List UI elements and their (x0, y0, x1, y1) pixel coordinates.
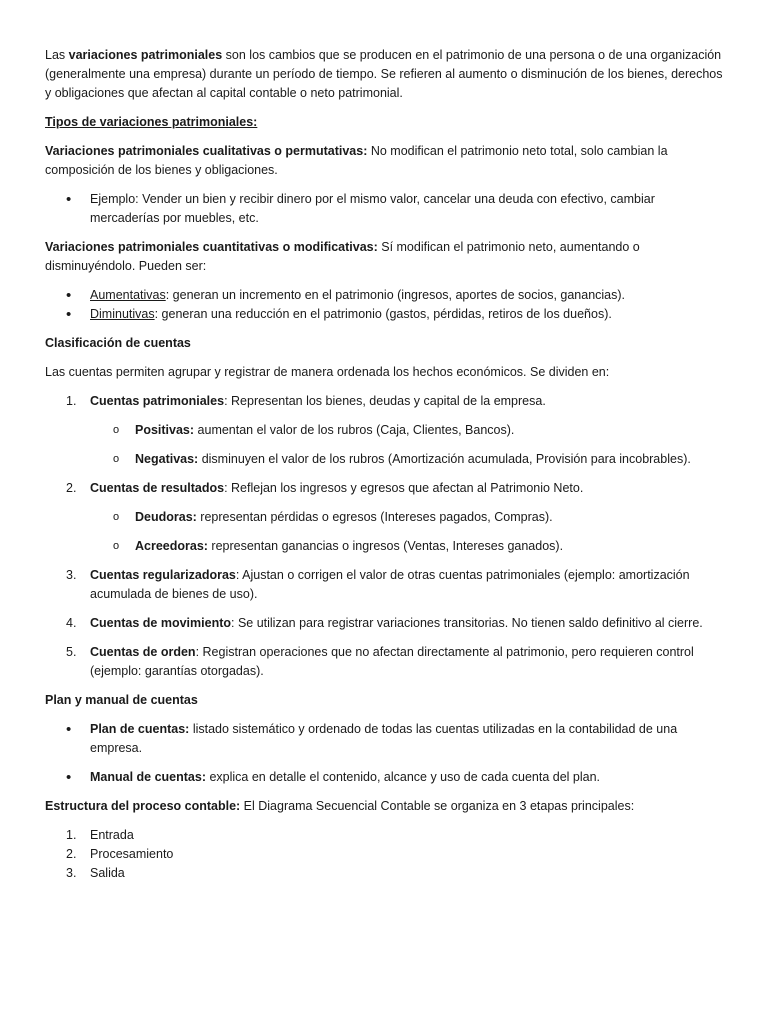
list-item: 5. Cuentas de orden: Registran operaciones que no afectan directamente al patrimonio, pero requieren control (ejemplo: garantías otorgadas). (66, 645, 694, 678)
intro-term: variaciones patrimoniales (68, 48, 223, 62)
sub-list-item: o Acreedoras: representan ganancias o ingresos (Ventas, Intereses ganados). (45, 537, 725, 556)
list-item: • Plan de cuentas: listado sistemático y ordenado de todas las cuentas utilizadas en la contabilidad de una empresa. (45, 720, 725, 758)
clasificacion-heading: Clasificación de cuentas (45, 336, 191, 350)
sub-list-item: o Deudoras: representan pérdidas o egresos (Intereses pagados, Compras). (45, 508, 725, 527)
sub-list-item: o Positivas: aumentan el valor de los rubros (Caja, Clientes, Bancos). (45, 421, 725, 440)
estructura-steps (45, 826, 725, 883)
cuantitativas-list (45, 286, 725, 324)
estructura-paragraph: Estructura del proceso contable: El Diagrama Secuencial Contable se organiza en 3 etapas principales: (45, 799, 635, 813)
intro-paragraph: Las variaciones patrimoniales son los cambios que se producen en el patrimonio de una persona o de una organización (generalmente una empresa) durante un período de tiempo. Se refieren al aumento o disminución de los bienes, derechos y obligaciones que afectan al capital contable o neto patrimonial. (45, 48, 723, 100)
plan-heading: Plan y manual de cuentas (45, 693, 198, 707)
bullet-icon (66, 286, 71, 306)
list-item: 3. Salida (66, 866, 125, 880)
document-body (45, 46, 725, 883)
bullet-icon (66, 305, 71, 325)
circle-bullet-icon: o (113, 540, 120, 552)
clasificacion-list (45, 392, 725, 681)
clasificacion-intro: Las cuentas permiten agrupar y registrar de manera ordenada los hechos económicos. Se dividen en: (45, 365, 610, 379)
list-item: 2. Procesamiento (66, 847, 174, 861)
list-item: • Ejemplo: Vender un bien y recibir dinero por el mismo valor, cancelar una deuda con efectivo, cambiar mercaderías por muebles, etc. (45, 190, 725, 228)
bullet-icon (66, 190, 71, 210)
list-item: • Diminutivas: generan una reducción en el patrimonio (gastos, pérdidas, retiros de los dueños). (45, 305, 725, 324)
circle-bullet-icon: o (113, 511, 120, 523)
list-item: 3. Cuentas regularizadoras: Ajustan o corrigen el valor de otras cuentas patrimoniales (ejemplo: amortización acumulada de bienes de uso). (66, 568, 690, 601)
list-item: 1. Entrada (66, 828, 134, 842)
plan-list (45, 720, 725, 787)
tipos-heading: Tipos de variaciones patrimoniales: (45, 115, 258, 129)
cuantitativas-paragraph: Variaciones patrimoniales cuantitativas o modificativas: Sí modifican el patrimonio neto, aumentando o disminuyéndolo. Pueden ser: (45, 240, 640, 273)
sub-list-item: o Negativas: disminuyen el valor de los rubros (Amortización acumulada, Provisión para incobrables). (45, 450, 725, 469)
list-item: 1. Cuentas patrimoniales: Representan los bienes, deudas y capital de la empresa. (66, 394, 546, 408)
bullet-icon (66, 720, 71, 740)
cualitativas-example-list (45, 190, 725, 228)
list-item: 2. Cuentas de resultados: Reflejan los ingresos y egresos que afectan al Patrimonio Neto. (66, 481, 584, 495)
bullet-icon (66, 768, 71, 788)
circle-bullet-icon: o (113, 424, 120, 436)
list-item: 4. Cuentas de movimiento: Se utilizan para registrar variaciones transitorias. No tienen saldo definitivo al cierre. (66, 616, 703, 630)
list-item: • Manual de cuentas: explica en detalle el contenido, alcance y uso de cada cuenta del plan. (45, 768, 725, 787)
cualitativas-paragraph: Variaciones patrimoniales cualitativas o permutativas: No modifican el patrimonio neto total, solo cambian la composición de los bienes y obligaciones. (45, 144, 668, 177)
list-item: • Aumentativas: generan un incremento en el patrimonio (ingresos, aportes de socios, ganancias). (45, 286, 725, 305)
circle-bullet-icon: o (113, 453, 120, 465)
